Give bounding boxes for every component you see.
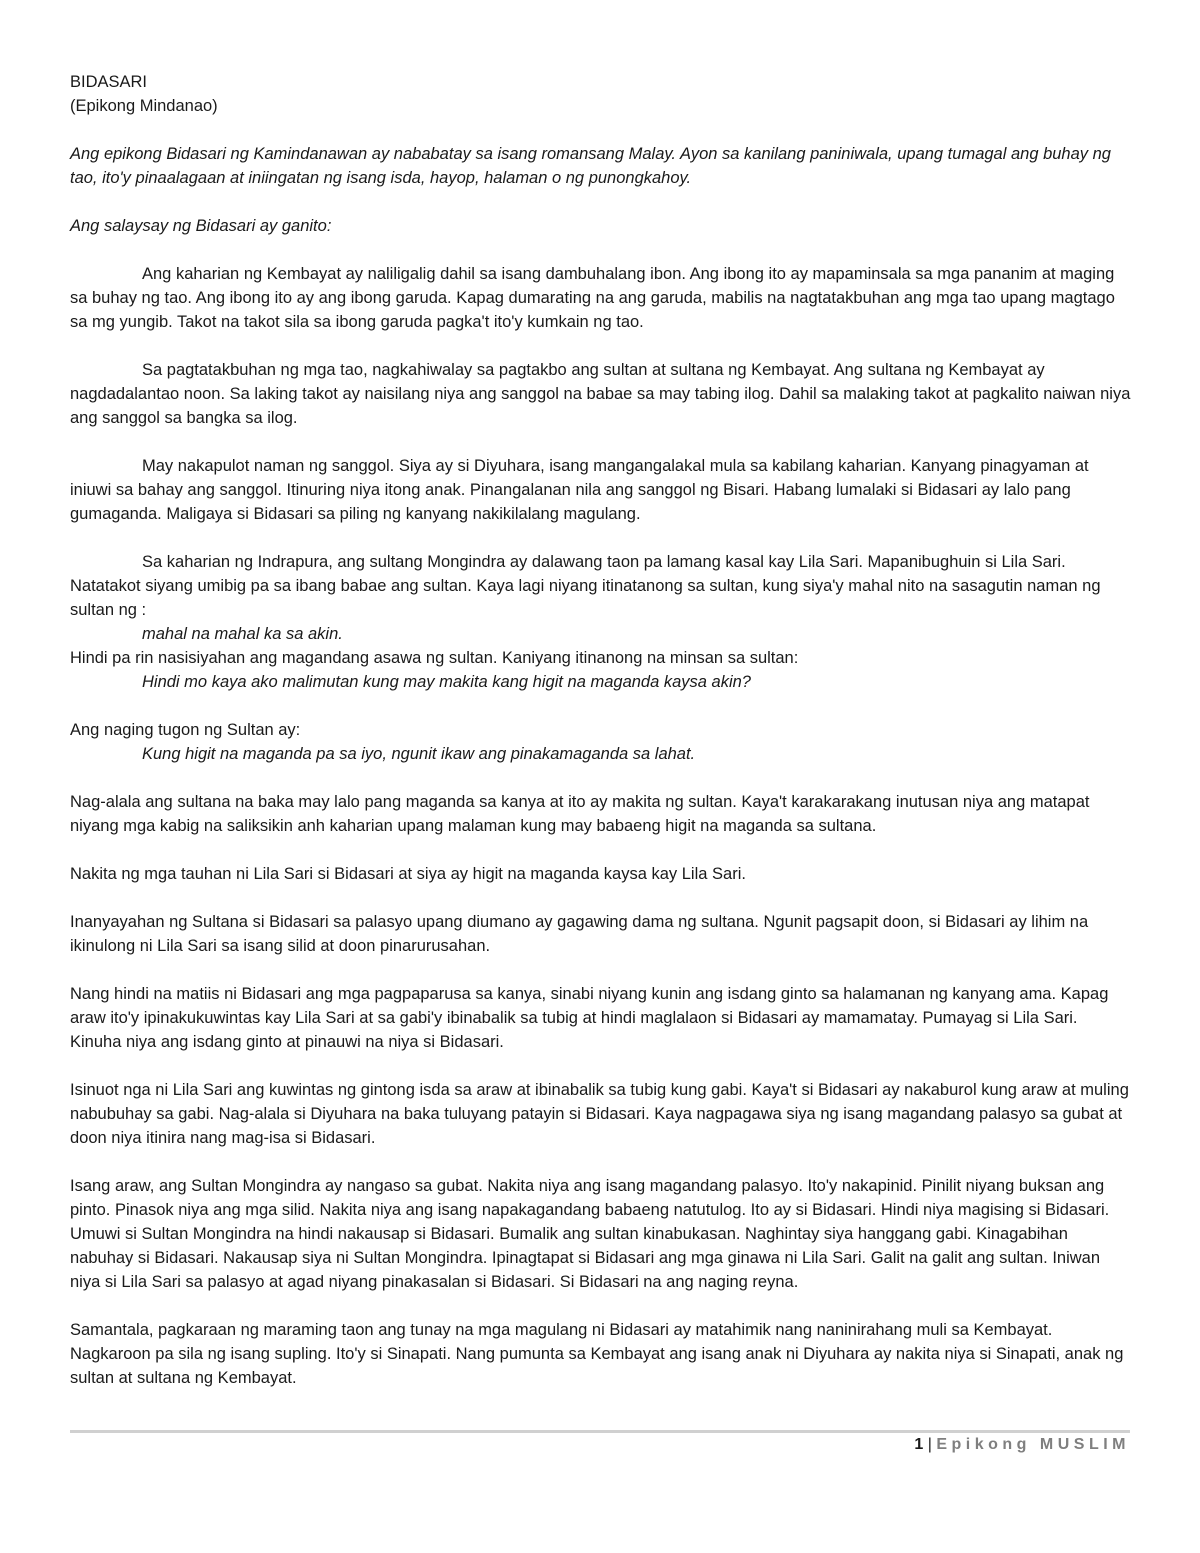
story-paragraph: Isang araw, ang Sultan Mongindra ay nangaso sa gubat. Nakita niya ang isang magandang palasyo. Ito'y nakapinid. Pinilit niyang buksan ang pinto. Pinasok niya ang mga silid. Nakita niya ang isang napakagandang babaeng natutulog. Ito ay si Bidasari. Hindi niya magising si Bidasari. Umuwi si Sultan Mongindra na hindi nakausap si Bidasari. Bumalik ang sultan kinabukasan. Naghintay siya hanggang gabi. Kinagabihan nabuhay si Bidasari. Nakausap siya ni Sultan Mongindra. Ipinagtapat si Bidasari ang mga ginawa ni Lila Sari. Galit na galit ang sultan. Iniwan niya si Lila Sari sa palasyo at agad niyang pinakasalan si Bidasari. Si Bidasari na ang naging reyna.: [70, 1177, 1110, 1291]
spacer: [70, 1150, 1132, 1174]
story-paragraph: Samantala, pagkaraan ng maraming taon ang tunay na mga magulang ni Bidasari ay matahimik nang naninirahang muli sa Kembayat. Nagkaroon pa sila ng isang supling. Ito'y si Sinapati. Nang pumunta sa Kembayat ang isang anak ni Diyuhara ay nakita niya si Sinapati, anak ng sultan at sultana ng Kembayat.: [70, 1321, 1124, 1387]
spacer: [70, 190, 1132, 214]
document-page: [70, 70, 1132, 1390]
spacer: [70, 334, 1132, 358]
spacer: [70, 118, 1132, 142]
spacer: [70, 694, 1132, 718]
story-paragraph: Nakita ng mga tauhan ni Lila Sari si Bidasari at siya ay higit na maganda kaysa kay Lila Sari.: [70, 865, 746, 883]
dialogue-quote: Hindi mo kaya ako malimutan kung may makita kang higit na maganda kaysa akin?: [142, 673, 751, 691]
document-title: BIDASARI: [70, 73, 148, 91]
spacer: [70, 430, 1132, 454]
dialogue-quote: mahal na mahal ka sa akin.: [142, 625, 343, 643]
dialogue-quote: Kung higit na maganda pa sa iyo, ngunit ikaw ang pinakamaganda sa lahat.: [142, 745, 696, 763]
lead-sentence: Ang salaysay ng Bidasari ay ganito:: [70, 217, 332, 235]
story-paragraph: Ang kaharian ng Kembayat ay naliligalig dahil sa isang dambuhalang ibon. Ang ibong ito ay mapaminsala sa mga pananim at maging sa buhay ng tao. Ang ibong ito ay ang ibong garuda. Kapag dumarating na ang garuda, mabilis na nagtatakbuhan ang mga tao upang magtago sa mg yungib. Takot na takot sila sa ibong garuda pagka't ito'y kumkain ng tao.: [70, 265, 1115, 331]
story-paragraph: Sa kaharian ng Indrapura, ang sultang Mongindra ay dalawang taon pa lamang kasal kay Lila Sari. Mapanibughuin si Lila Sari. Natatakot siyang umibig pa sa ibang babae ang sultan. Kaya lagi niyang itinatanong sa sultan, kung siya'y mahal nito na sasagutin naman ng sultan ng :: [70, 553, 1101, 619]
spacer: [70, 766, 1132, 790]
story-paragraph: May nakapulot naman ng sanggol. Siya ay si Diyuhara, isang mangangalakal mula sa kabilang kaharian. Kanyang pinagyaman at iniuwi sa bahay ang sanggol. Itinuring niya itong anak. Pinangalanan nila ang sanggol ng Bisari. Habang lumalaki si Bidasari ay lalo pang gumaganda. Maligaya si Bidasari sa piling ng kanyang nakikilalang magulang.: [70, 457, 1089, 523]
story-paragraph: Sa pagtatakbuhan ng mga tao, nagkahiwalay sa pagtakbo ang sultan at sultana ng Kembayat. Ang sultana ng Kembayat ay nagdadalantao noon. Sa laking takot ay naisilang niya ang sanggol na babae sa may tabing ilog. Dahil sa malaking takot at pagkalito naiwan niya ang sanggol sa bangka sa ilog.: [70, 361, 1131, 427]
spacer: [70, 238, 1132, 262]
spacer: [70, 1294, 1132, 1318]
page-number: 1: [914, 1436, 924, 1453]
title-block: [70, 70, 1132, 118]
story-paragraph: Isinuot nga ni Lila Sari ang kuwintas ng gintong isda sa araw at ibinabalik sa tubig kung gabi. Kaya't si Bidasari ay nakaburol kung araw at muling nabubuhay sa gabi. Nag-alala si Diyuhara na baka tuluyang patayin si Bidasari. Kaya nagpagawa siya ng isang magandang palasyo sa gubat at doon niya itinira nang mag-isa si Bidasari.: [70, 1081, 1129, 1147]
footer-divider: [70, 1430, 1130, 1433]
story-paragraph: Inanyayahan ng Sultana si Bidasari sa palasyo upang diumano ay gagawing dama ng sultana. Ngunit pagsapit doon, si Bidasari ay lihim na ikinulong ni Lila Sari sa isang silid at doon pinarurusahan.: [70, 913, 1089, 955]
story-paragraph: Hindi pa rin nasisiyahan ang magandang asawa ng sultan. Kaniyang itinanong na minsan sa sultan:: [70, 649, 799, 667]
intro-paragraph: Ang epikong Bidasari ng Kamindanawan ay nababatay sa isang romansang Malay. Ayon sa kanilang paniniwala, upang tumagal ang buhay ng tao, ito'y pinaalagaan at iniingatan ng isang isda, hayop, halaman o ng punongkahoy.: [70, 145, 1111, 187]
story-paragraph: Ang naging tugon ng Sultan ay:: [70, 721, 301, 739]
spacer: [70, 1054, 1132, 1078]
footer-label: Epikong MUSLIM: [936, 1436, 1130, 1453]
spacer: [70, 958, 1132, 982]
story-paragraph: Nang hindi na matiis ni Bidasari ang mga pagpaparusa sa kanya, sinabi niyang kunin ang isdang ginto sa halamanan ng kanyang ama. Kapag araw ito'y ipinakukuwintas kay Lila Sari at sa gabi'y ibinabalik sa tubig at hindi maglalaon si Bidasari ay mamamatay. Pumayag si Lila Sari. Kinuha niya ang isdang ginto at pinauwi na niya si Bidasari.: [70, 985, 1109, 1051]
page-footer: [914, 1434, 1130, 1456]
spacer: [70, 886, 1132, 910]
spacer: [70, 838, 1132, 862]
footer-separator: |: [927, 1436, 932, 1453]
story-paragraph: Nag-alala ang sultana na baka may lalo pang maganda sa kanya at ito ay makita ng sultan. Kaya't karakarakang inutusan niya ang matapat niyang mga kabig na saliksikin anh kaharian upang malaman kung may babaeng higit na maganda sa sultana.: [70, 793, 1090, 835]
document-subtitle: (Epikong Mindanao): [70, 97, 218, 115]
spacer: [70, 526, 1132, 550]
